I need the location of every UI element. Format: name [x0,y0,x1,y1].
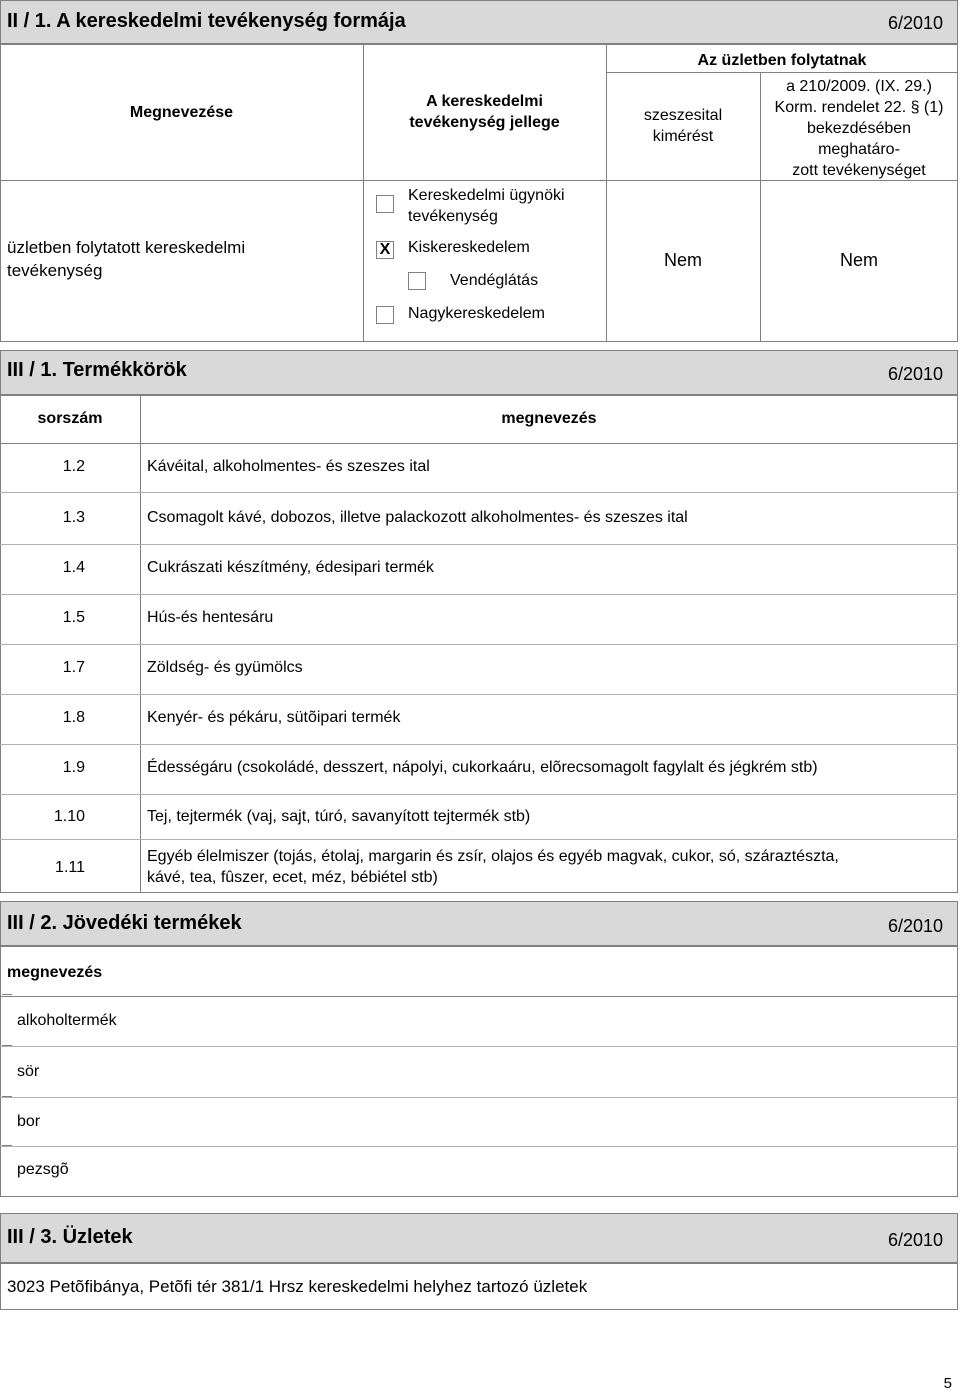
section-title: III / 2. Jövedéki termékek [7,912,242,934]
row-num: 1.4 [62,559,85,576]
row-label-1: üzletben folytatott kereskedelmi [7,238,246,257]
section-header-termekkorok [0,350,958,395]
section-code: 6/2010 [887,916,943,936]
value-korm: Nem [839,250,878,270]
row-name: Kávéital, alkoholmentes- és szeszes ital [147,458,430,475]
item-label: alkoholtermék [17,1012,117,1029]
section-code: 6/2010 [887,364,943,384]
row-num: 1.2 [62,458,85,475]
row-label-2: tevékenység [7,261,103,280]
row-num: 1.3 [62,509,85,526]
row-name: Tej, tejtermék (vaj, sajt, túró, savanyított tejtermék stb) [147,808,531,825]
table-row [0,595,958,645]
row-name-cont: kávé, tea, fûszer, ecet, méz, bébiétel stb) [147,869,438,886]
row-num: 1.7 [62,659,85,676]
section-code: 6/2010 [887,13,943,33]
item-label: sör [17,1063,40,1080]
row-name: Édességáru (csokoládé, desszert, nápolyi, cukorkaáru, elõrecsomagolt fagylalt és jégkrém stb) [147,759,818,776]
table-row [0,840,958,893]
checkbox-nagykereskedelem[interactable] [376,306,394,324]
section-title: III / 1. Termékkörök [7,359,187,381]
list-item [0,1047,958,1098]
header-korm-4: meghatáro- [818,141,900,158]
header-szeszes-1: szeszesital [643,107,723,124]
row-name: Egyéb élelmiszer (tojás, étolaj, margarin és zsír, olajos és egyéb magvak, cukor, só, száraztészta, [147,848,839,865]
header-szeszes-2: kimérést [652,128,714,145]
option-ugynoki-2: tevékenység [408,208,498,225]
row-name: Kenyér- és pékáru, sütõipari termék [147,709,401,726]
col-sorszam: sorszám [37,410,103,427]
row-name: Hús-és hentesáru [147,609,274,626]
row-num: 1.10 [53,808,85,825]
page-number: 5 [943,1375,952,1392]
list-item [0,1098,958,1147]
table-row [0,745,958,795]
header-korm-5: zott tevékenységet [792,162,926,179]
item-label: pezsgõ [17,1161,69,1178]
row-name: Csomagolt kávé, dobozos, illetve palackozott alkoholmentes- és szeszes ital [147,509,688,526]
value-szeszes: Nem [663,250,702,270]
row-num: 1.9 [62,759,85,776]
row-num: 1.11 [55,859,85,876]
list-item [0,1147,958,1197]
header-korm-3: bekezdésében [806,120,912,137]
checkbox-kiskereskedelem[interactable]: X [376,241,394,259]
col-megnevezes: megnevezés [501,410,597,427]
option-kiskereskedelem: Kiskereskedelem [408,239,530,256]
section-code: 6/2010 [887,1230,943,1250]
row-num: 1.5 [62,609,85,626]
table-row [0,645,958,695]
header-folytatnak: Az üzletben folytatnak [697,52,867,69]
section-title: III / 3. Üzletek [7,1226,133,1248]
section-header-uzletek [0,1213,958,1263]
header-megnevezese: Megnevezése [129,104,234,121]
header-jellege-1: A kereskedelmi [426,93,543,110]
option-nagykereskedelem: Nagykereskedelem [408,305,545,322]
list-item [0,996,958,1047]
table-row [0,795,958,840]
table-row [0,443,958,493]
row-name: Cukrászati készítmény, édesipari termék [147,559,434,576]
checkbox-ugynoki[interactable] [376,195,394,213]
row-name: Zöldség- és gyümölcs [147,659,303,676]
table-row [0,493,958,545]
table-row [0,545,958,595]
checkbox-vendeglatas[interactable] [408,272,426,290]
section-header-forma [0,0,958,44]
header-jellege-2: tevékenység jellege [409,114,560,131]
shop-entry: 3023 Petõfibánya, Petõfi tér 381/1 Hrsz kereskedelmi helyhez tartozó üzletek [7,1277,588,1296]
table-row [0,695,958,745]
option-ugynoki-1: Kereskedelmi ügynöki [408,187,565,204]
header-korm-1: a 210/2009. (IX. 29.) [786,78,932,95]
header-korm-2: Korm. rendelet 22. § (1) [774,99,944,116]
section-header-jovedeki [0,901,958,946]
section-title: II / 1. A kereskedelmi tevékenység formája [7,10,406,32]
row-num: 1.8 [62,709,85,726]
col-megnevezes: megnevezés [7,964,103,981]
item-label: bor [17,1113,41,1130]
option-vendeglatas: Vendéglátás [450,272,539,289]
